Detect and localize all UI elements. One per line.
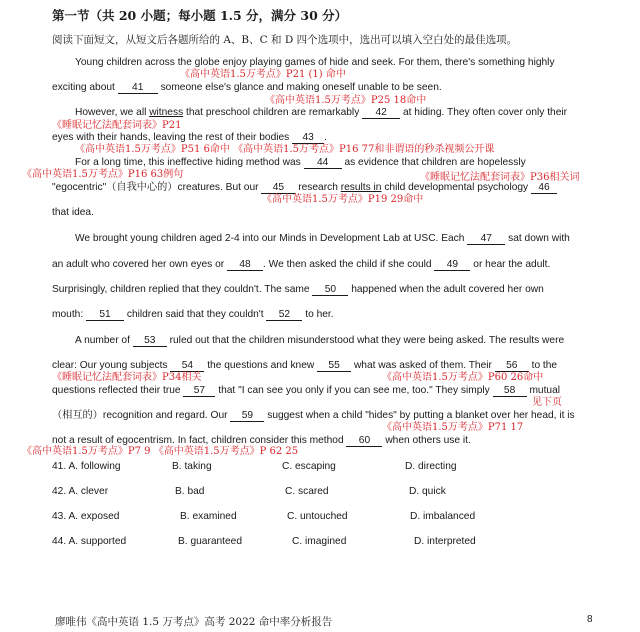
option-row-43: 43. A. exposed: [52, 511, 120, 522]
page-footer: 廖唯伟《高中英语 1.5 万考点》高考 2022 命中率分析报告: [55, 616, 333, 628]
passage-line: exciting about 41 someone else's glance and making oneself unable to be seen.: [52, 82, 442, 93]
blank-41: 41: [118, 82, 158, 94]
blank-60: 60: [346, 435, 382, 447]
passage-line: eyes with their hands, leaving the rest of their bodies 43 .: [52, 132, 327, 143]
blank-59: 59: [230, 410, 264, 422]
passage-line: We brought young children aged 2-4 into our Minds in Development Lab at USC. Each 47 sat down with: [75, 233, 570, 244]
blank-46: 46: [531, 182, 557, 194]
blank-48: 48: [227, 259, 263, 271]
option-43-d: D. imbalanced: [410, 511, 476, 522]
passage-line: not a result of egocentrism. In fact, children consider this method 60 when others use it.: [52, 435, 471, 446]
page-number: 8: [587, 614, 593, 625]
blank-42: 42: [362, 107, 400, 119]
option-43-c: C. untouched: [287, 511, 348, 522]
annotation: 《睡眠记忆法配套词表》P21: [52, 120, 182, 131]
passage-line: "egocentric"（自我中心的）creatures. But our 45 research results in child developmental psychology 46: [52, 181, 557, 194]
instruction-text: 阅读下面短文，从短文后各题所给的 A、B、C 和 D 四个选项中，选出可以填入空白处的最佳选项。: [52, 34, 518, 46]
annotation: 《高中英语1.5万考点》P60 26命中: [382, 372, 544, 383]
blank-52: 52: [266, 309, 302, 321]
passage-line: mouth: 51 children said that they couldn't 52 to her.: [52, 309, 334, 320]
blank-53: 53: [133, 335, 167, 347]
option-42-c: C. scared: [285, 486, 329, 497]
passage-line: that idea.: [52, 207, 94, 218]
passage-line: For a long time, this ineffective hiding method was 44 as evidence that children are hopelessly: [75, 157, 526, 168]
annotation: 《高中英语1.5万考点》P21 (1) 命中: [180, 69, 346, 80]
blank-44: 44: [304, 157, 342, 169]
passage-line: A number of 53 ruled out that the children misunderstood what they were being asked. The results were: [75, 335, 565, 346]
passage-line: Young children across the globe enjoy playing games of hide and seek. For them, there's something highly: [75, 57, 555, 68]
blank-47: 47: [467, 233, 505, 245]
option-41-c: C. escaping: [282, 461, 336, 472]
blank-56: 56: [495, 360, 529, 372]
option-42-b: B. bad: [175, 486, 205, 497]
blank-58: 58: [493, 385, 527, 397]
annotation: 《睡眠记忆法配套词表》P34相关: [52, 372, 202, 383]
passage-line: （相互的）recognition and regard. Our 59 suggest when a child "hides" by putting a blanket over her head, it is: [52, 410, 575, 421]
option-44-c: C. imagined: [292, 536, 347, 547]
option-row-42: 42. A. clever: [52, 486, 109, 497]
annotation: 《高中英语1.5万考点》P25 18命中: [265, 95, 427, 106]
section-title: 第一节（共 20 小题；每小题 1.5 分，满分 30 分）: [52, 8, 348, 23]
option-44-b: B. guaranteed: [178, 536, 243, 547]
passage-line: an adult who covered her own eyes or 48 . We then asked the child if she could 49 or hear the adult.: [52, 259, 551, 270]
passage-line: However, we all witness that preschool children are remarkably 42 at hiding. They often cover only their: [75, 107, 568, 118]
annotation: 《高中英语1.5万考点》P19 29命中: [262, 194, 424, 205]
option-row-44: 44. A. supported: [52, 536, 127, 547]
option-42-d: D. quick: [409, 486, 446, 497]
passage-line: questions reflected their true 57 that "I can see you only if you can see me, too." They simply 58 mutual: [52, 385, 561, 396]
blank-45: 45: [261, 182, 295, 194]
blank-43: 43: [292, 132, 324, 144]
blank-49: 49: [434, 259, 470, 271]
annotation: 见下页: [532, 397, 562, 408]
annotation: 《高中英语1.5万考点》P51 6命中 《高中英语1.5万考点》P16 77和非谓语的秒杀视频公开课: [75, 144, 495, 155]
option-row-41: 41. A. following: [52, 461, 121, 472]
option-43-b: B. examined: [180, 511, 237, 522]
blank-51: 51: [86, 309, 124, 321]
option-41-d: D. directing: [405, 461, 457, 472]
blank-50: 50: [312, 284, 348, 296]
blank-55: 55: [317, 360, 351, 372]
annotation: 《高中英语1.5万考点》P71 17: [382, 422, 524, 433]
option-44-d: D. interpreted: [414, 536, 476, 547]
annotation: 《高中英语1.5万考点》P7 9 《高中英语1.5万考点》P 62 25: [22, 446, 299, 457]
passage-line: Surprisingly, children replied that they couldn't. The same 50 happened when the adult covered her own: [52, 284, 544, 295]
passage-line: clear: Our young subjects 54 the questions and knew 55 what was asked of them. Their 56 to the: [52, 360, 558, 371]
option-41-b: B. taking: [172, 461, 212, 472]
blank-54: 54: [170, 360, 204, 372]
annotation: 《睡眠记忆法配套词表》P36相关词: [420, 172, 580, 183]
annotation: 《高中英语1.5万考点》P16 63例句: [22, 169, 184, 180]
blank-57: 57: [183, 385, 215, 397]
